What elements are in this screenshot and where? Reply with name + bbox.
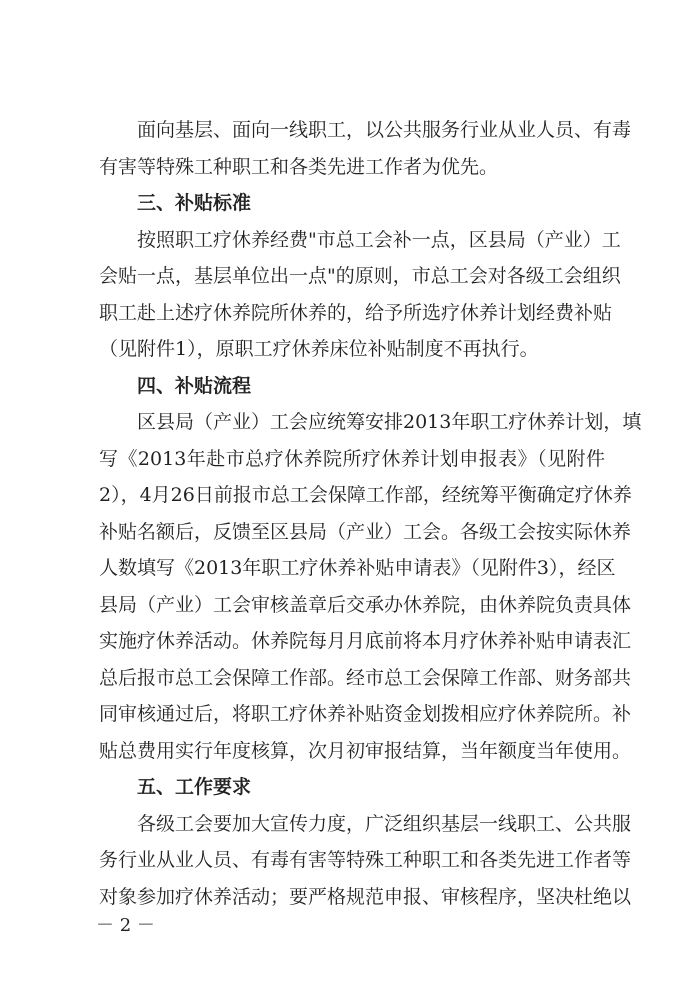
document-body [99,112,642,915]
paragraph-line: 2），4月26日前报市总工会保障工作部，经统筹平衡确定疗休养 [99,484,632,506]
paragraph-line: 同审核通过后，将职工疗休养补贴资金划拨相应疗休养院所。补 [99,703,632,725]
paragraph-line: 县局（产业）工会审核盖章后交承办休养院，由休养院负责具体 [99,593,632,616]
paragraph-line: 按照职工疗休养经费"市总工会补一点，区县局（产业）工 [99,228,621,251]
paragraph-line: 各级工会要加大宣传力度，广泛组织基层一线职工、公共服 [99,812,632,835]
paragraph-line: 会贴一点，基层单位出一点"的原则，市总工会对各级工会组织 [99,265,621,287]
paragraph-line: 贴总费用实行年度核算，次月初审报结算，当年额度当年使用。 [99,739,632,762]
paragraph-line: 总后报市总工会保障工作部。经市总工会保障工作部、财务部共 [99,666,632,689]
paragraph-line: 人数填写《2013年职工疗休养补贴申请表》（见附件3），经区 [99,557,616,579]
paragraph-line: 写《2013年赴市总疗休养院所疗休养计划申报表》（见附件 [99,447,605,470]
paragraph-line: 面向基层、面向一线职工，以公共服务行业从业人员、有毒 [99,119,632,141]
paragraph-line: 补贴名额后，反馈至区县局（产业）工会。各级工会按实际休养 [99,520,632,543]
paragraph-line: （见附件1），原职工疗休养床位补贴制度不再执行。 [99,338,539,360]
paragraph-line: 务行业从业人员、有毒有害等特殊工种职工和各类先进工作者等 [99,849,632,871]
paragraph-line: 对象参加疗休养活动；要严格规范申报、审核程序，坚决杜绝以 [99,885,632,908]
paragraph-line: 职工赴上述疗休养院所休养的，给予所选疗休养计划经费补贴 [99,301,613,324]
section-heading: 四、补贴流程 [137,374,252,397]
page-number: － 2 － [96,915,155,936]
paragraph-line: 区县局（产业）工会应统筹安排2013年职工疗休养计划，填 [99,411,642,433]
section-heading: 三、补贴标准 [137,192,252,214]
section-heading: 五、工作要求 [137,776,252,798]
paragraph-line: 有害等特殊工种职工和各类先进工作者为优先。 [99,155,499,178]
paragraph-line: 实施疗休养活动。休养院每月月底前将本月疗休养补贴申请表汇 [99,630,632,652]
